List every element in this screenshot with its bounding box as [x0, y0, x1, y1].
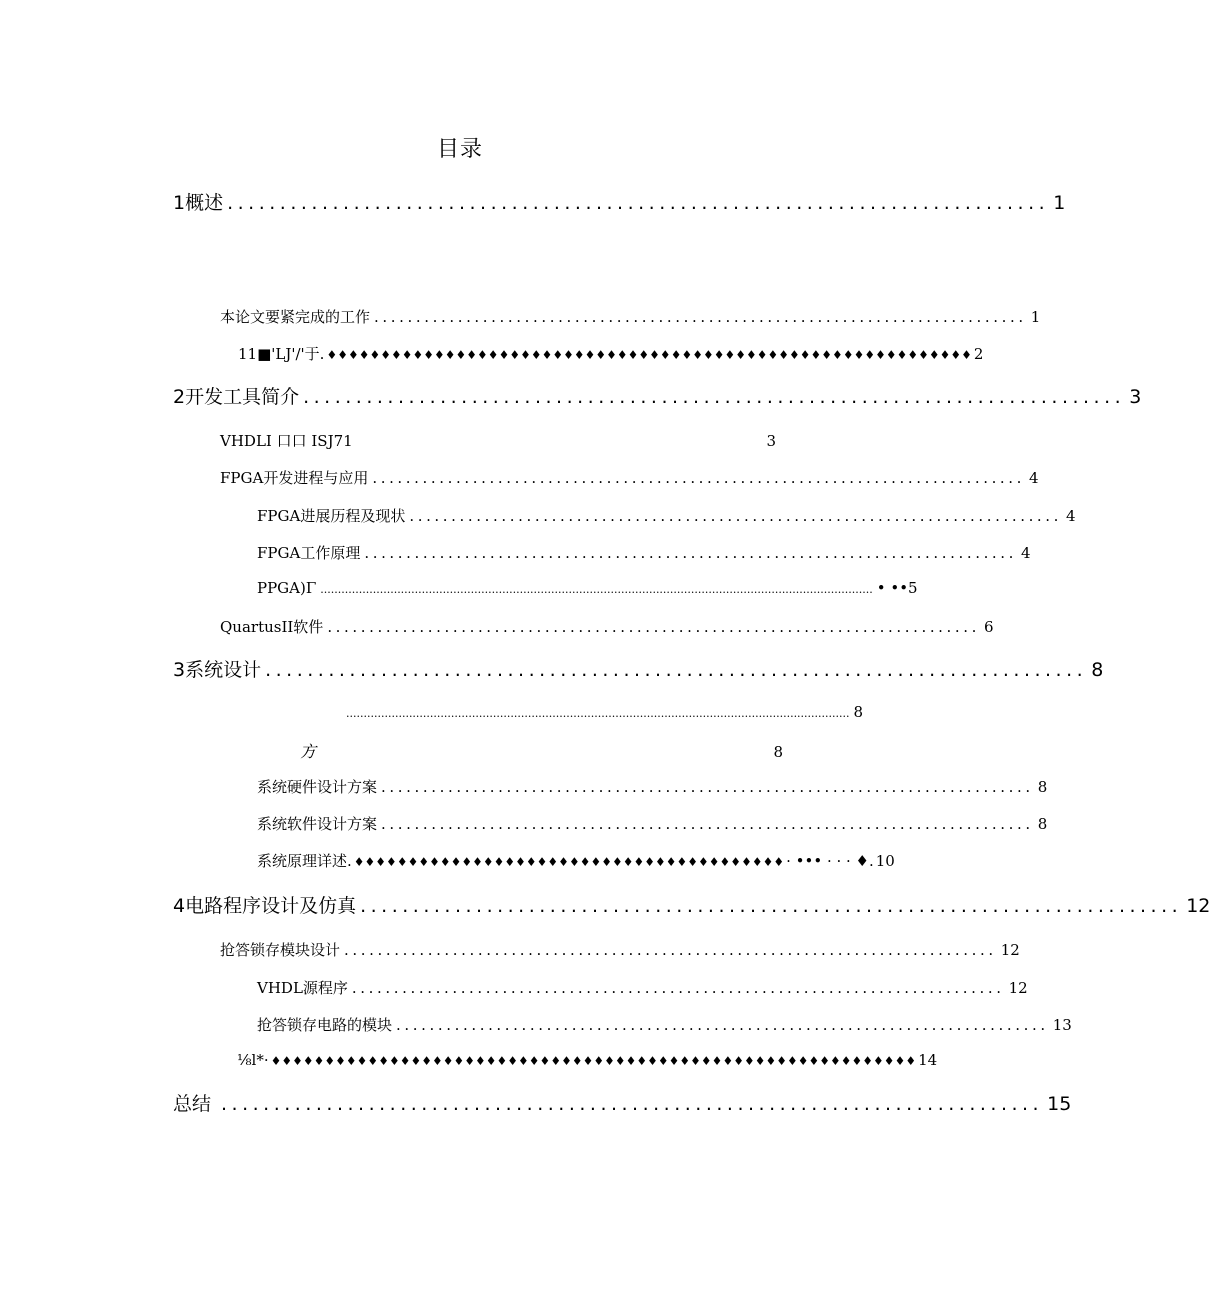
- toc-entry-label: FPGA进展历程及现状: [257, 507, 406, 525]
- toc-entry-label: 总结: [173, 1093, 212, 1115]
- toc-entry-label: FPGA工作原理: [257, 544, 361, 562]
- toc-entry-section[interactable]: [220, 616, 994, 637]
- toc-entry-section[interactable]: [220, 306, 1041, 327]
- toc-entry-label: VHDLI 口口 ISJ71: [220, 432, 353, 450]
- toc-entry-page: 8: [1037, 778, 1048, 796]
- toc-entry-page: 5: [908, 579, 918, 597]
- toc-entry-chapter-1[interactable]: [173, 188, 1066, 215]
- dot-leader: ..............................................................................: [374, 308, 1027, 326]
- toc-entry-subsection[interactable]: [257, 579, 918, 597]
- toc-entry-page: 3: [1129, 386, 1142, 408]
- diamond-leader: ♦♦♦♦♦♦♦♦♦♦♦♦♦♦♦♦♦♦♦♦♦♦♦♦♦♦♦♦♦♦♦♦♦♦♦♦♦♦♦♦: [353, 855, 785, 869]
- toc-entry-label: PPGA)Γ: [257, 579, 317, 597]
- dot-leader: ................................................................................................................................................: [346, 707, 850, 720]
- toc-entry-page: 3: [766, 432, 776, 450]
- toc-entry-page: 4: [1066, 507, 1076, 525]
- toc-entry-label: 2开发工具简介: [173, 386, 300, 408]
- toc-entry-page: 8: [853, 703, 864, 721]
- toc-entry-label: 1概述: [173, 192, 224, 214]
- toc-entry-page: 12: [1186, 895, 1210, 917]
- dot-leader: ..............................................................................: [381, 778, 1034, 796]
- toc-entry-tail: · ••• · · · ♦.: [786, 852, 874, 870]
- toc-entry-page: 12: [1000, 941, 1020, 959]
- toc-entry-section[interactable]: [220, 430, 776, 451]
- toc-entry-page: 8: [1037, 815, 1048, 833]
- toc-entry-section[interactable]: [238, 343, 984, 364]
- toc-entry-label: 抢答锁存模块设计: [220, 941, 341, 959]
- toc-entry-page: 14: [918, 1051, 938, 1069]
- toc-entry-section[interactable]: [220, 939, 1020, 960]
- toc-entry-label: 方: [300, 742, 317, 761]
- toc-entry-label: VHDL源程序: [257, 979, 348, 997]
- toc-entry-subsection[interactable]: [257, 776, 1048, 797]
- toc-entry-section[interactable]: [237, 1051, 938, 1069]
- dot-leader: ..............................................................................: [381, 815, 1034, 833]
- dot-leader: ..............................................................................: [221, 1093, 1044, 1115]
- toc-entry-page: 8: [773, 743, 783, 761]
- dot-leader: ..............................................................................: [409, 507, 1063, 525]
- toc-entry-label: 抢答锁存电路的模块: [257, 1016, 393, 1034]
- toc-title: 目录: [436, 137, 483, 162]
- dot-leader: ..............................................................................: [372, 469, 1026, 487]
- toc-entry-page: 4: [1029, 469, 1039, 487]
- toc-entry-page: 13: [1052, 1016, 1072, 1034]
- toc-entry-section[interactable]: [342, 703, 864, 721]
- toc-entry-chapter-3[interactable]: [173, 655, 1104, 682]
- dot-leader: ..............................................................................: [265, 659, 1088, 681]
- dot-leader: ..............................................................................: [351, 979, 1005, 997]
- toc-entry-label: 4电路程序设计及仿真: [173, 895, 357, 917]
- dot-leader: ..............................................................................: [396, 1016, 1049, 1034]
- toc-entry-summary[interactable]: [173, 1089, 1072, 1116]
- diamond-leader: ♦♦♦♦♦♦♦♦♦♦♦♦♦♦♦♦♦♦♦♦♦♦♦♦♦♦♦♦♦♦♦♦♦♦♦♦♦♦♦♦♦♦♦♦♦♦♦♦♦♦♦♦♦♦♦♦♦♦♦♦: [270, 1054, 917, 1068]
- toc-entry-section[interactable]: [300, 739, 783, 762]
- toc-entry-chapter-4[interactable]: [173, 891, 1210, 918]
- toc-entry-label: 11■'LJ'/'于.: [238, 345, 325, 363]
- toc-entry-page: 15: [1047, 1093, 1072, 1115]
- toc-entry-label: 系统硬件设计方案: [257, 778, 378, 796]
- toc-entry-page: 10: [875, 852, 895, 870]
- toc-entry-label: QuartusII软件: [220, 618, 324, 636]
- toc-entry-page: 4: [1021, 544, 1031, 562]
- toc-entry-page: 12: [1008, 979, 1028, 997]
- dot-leader: ..............................................................................................................................................................: [320, 583, 873, 596]
- toc-entry-section[interactable]: [220, 467, 1039, 488]
- dot-leader: ..............................................................................: [227, 192, 1050, 214]
- toc-entry-subsection[interactable]: [257, 1014, 1072, 1035]
- toc-entry-subsection[interactable]: [257, 813, 1048, 834]
- dot-leader: ..............................................................................: [327, 618, 981, 636]
- diamond-leader: ♦♦♦♦♦♦♦♦♦♦♦♦♦♦♦♦♦♦♦♦♦♦♦♦♦♦♦♦♦♦♦♦♦♦♦♦♦♦♦♦♦♦♦♦♦♦♦♦♦♦♦♦♦♦♦♦♦♦♦♦: [326, 348, 972, 362]
- dot-leader: ..............................................................................: [360, 895, 1183, 917]
- toc-entry-subsection[interactable]: [257, 542, 1031, 563]
- toc-entry-label: ⅛l*·: [237, 1051, 269, 1069]
- toc-entry-page: 1: [1030, 308, 1041, 326]
- dot-leader: ..............................................................................: [303, 386, 1126, 408]
- toc-entry-page: 1: [1053, 192, 1066, 214]
- toc-entry-subsection[interactable]: [257, 850, 895, 871]
- toc-entry-label: 系统软件设计方案: [257, 815, 378, 833]
- dot-leader: ..............................................................................: [344, 941, 997, 959]
- toc-entry-page: 2: [973, 345, 984, 363]
- toc-entry-subsection[interactable]: [257, 505, 1076, 526]
- toc-entry-page: 6: [984, 618, 994, 636]
- toc-entry-tail: • ••: [876, 579, 909, 597]
- toc-entry-label: 系统原理详述.: [257, 852, 352, 870]
- dot-leader: ..............................................................................: [364, 544, 1018, 562]
- toc-entry-page: 8: [1091, 659, 1104, 681]
- toc-entry-label: FPGA开发进程与应用: [220, 469, 369, 487]
- toc-entry-label: 3系统设计: [173, 659, 262, 681]
- toc-entry-chapter-2[interactable]: [173, 382, 1142, 409]
- toc-entry-subsection[interactable]: [257, 977, 1028, 998]
- toc-entry-label: 本论文要紧完成的工作: [220, 308, 371, 326]
